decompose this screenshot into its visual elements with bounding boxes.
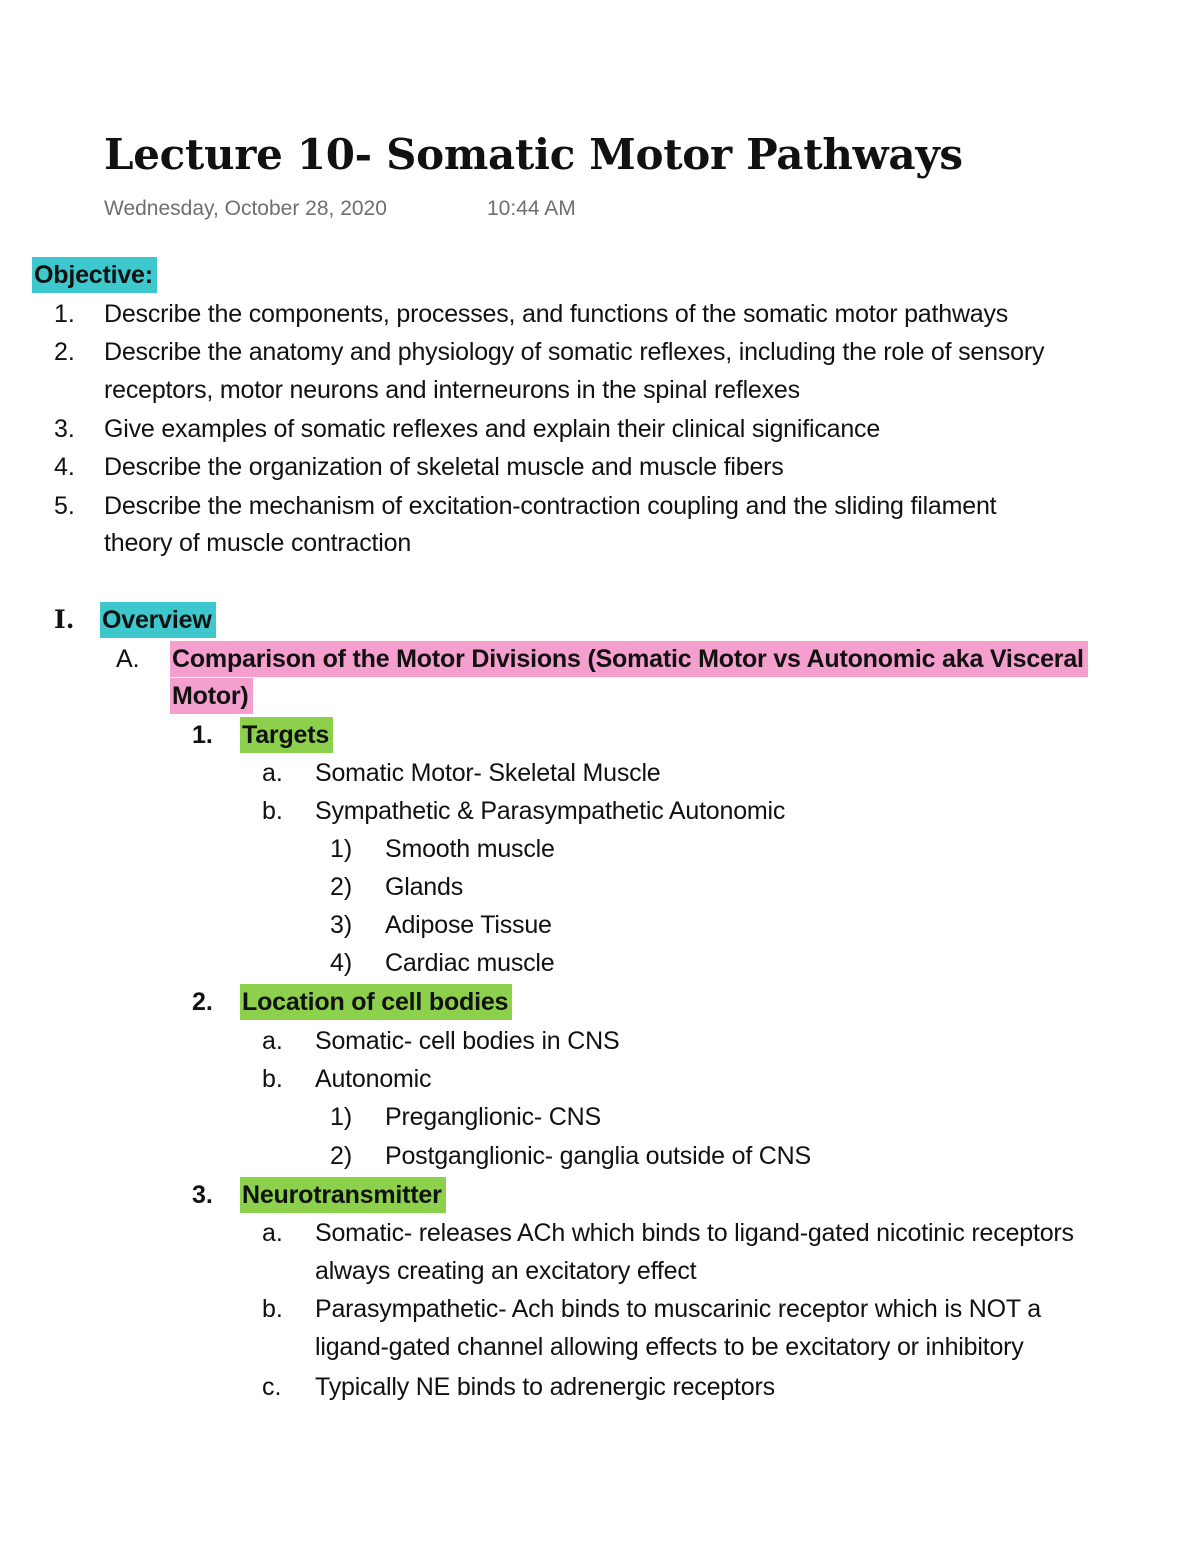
topic-heading (240, 983, 512, 1021)
topic-title: Location of cell bodies (240, 984, 512, 1020)
topic-title: Targets (240, 717, 333, 753)
subitem-number: 2) (330, 873, 353, 901)
subitem-number: 2) (330, 1142, 353, 1170)
item-text: Sympathetic & Parasympathetic Autonomic (315, 797, 786, 825)
subitem-text: Preganglionic- CNS (385, 1103, 601, 1131)
subsection-title-line: Motor) (170, 678, 253, 714)
item-text: Parasympathetic- Ach binds to muscarinic receptor which is NOT a (315, 1295, 1041, 1323)
item-text: always creating an excitatory effect (315, 1257, 697, 1285)
objective-number: 2. (54, 338, 75, 366)
subsection-heading (170, 677, 253, 715)
subitem-text: Cardiac muscle (385, 949, 555, 977)
topic-number: 2. (192, 988, 213, 1016)
subitem-number: 3) (330, 911, 353, 939)
objective-text: Describe the mechanism of excitation-contraction coupling and the sliding filament (104, 492, 997, 520)
objective-label: Objective: (32, 257, 157, 293)
objective-number: 5. (54, 492, 75, 520)
item-text: Somatic- releases ACh which binds to ligand-gated nicotinic receptors (315, 1219, 1074, 1247)
item-text: ligand-gated channel allowing effects to be excitatory or inhibitory (315, 1333, 1024, 1361)
item-letter: b. (262, 1065, 283, 1093)
item-text: Somatic- cell bodies in CNS (315, 1027, 620, 1055)
subitem-number: 1) (330, 1103, 353, 1131)
item-text: Autonomic (315, 1065, 432, 1093)
page-date: Wednesday, October 28, 2020 (104, 197, 387, 220)
page-time: 10:44 AM (487, 197, 576, 220)
subsection-number: A. (116, 645, 140, 673)
objective-text: Describe the components, processes, and functions of the somatic motor pathways (104, 300, 1009, 328)
objective-number: 4. (54, 453, 75, 481)
objective-number: 1. (54, 300, 75, 328)
item-letter: c. (262, 1373, 282, 1401)
subitem-text: Adipose Tissue (385, 911, 552, 939)
subsection-heading (170, 640, 1088, 678)
subitem-text: Postganglionic- ganglia outside of CNS (385, 1142, 811, 1170)
topic-heading (240, 1176, 446, 1214)
subitem-number: 4) (330, 949, 353, 977)
objective-heading (32, 256, 157, 294)
section-heading (100, 601, 216, 639)
objective-text: receptors, motor neurons and interneurons in the spinal reflexes (104, 376, 800, 404)
section-number: I. (54, 605, 75, 634)
item-letter: b. (262, 1295, 283, 1323)
subitem-text: Smooth muscle (385, 835, 555, 863)
item-text: Typically NE binds to adrenergic receptors (315, 1373, 775, 1401)
objective-text: theory of muscle contraction (104, 529, 412, 557)
subsection-title-line: Comparison of the Motor Divisions (Somatic Motor vs Autonomic aka Visceral (170, 641, 1088, 677)
topic-title: Neurotransmitter (240, 1177, 446, 1213)
topic-number: 1. (192, 721, 213, 749)
item-letter: a. (262, 1027, 283, 1055)
topic-number: 3. (192, 1181, 213, 1209)
item-letter: a. (262, 1219, 283, 1247)
subitem-text: Glands (385, 873, 464, 901)
section-title: Overview (100, 602, 216, 638)
item-letter: a. (262, 759, 283, 787)
objective-text: Give examples of somatic reflexes and explain their clinical significance (104, 415, 881, 443)
item-text: Somatic Motor- Skeletal Muscle (315, 759, 661, 787)
topic-heading (240, 716, 333, 754)
objective-text: Describe the anatomy and physiology of somatic reflexes, including the role of sensory (104, 338, 1045, 366)
page-title: Lecture 10- Somatic Motor Pathways (104, 130, 963, 179)
objective-number: 3. (54, 415, 75, 443)
objective-text: Describe the organization of skeletal muscle and muscle fibers (104, 453, 784, 481)
item-letter: b. (262, 797, 283, 825)
subitem-number: 1) (330, 835, 353, 863)
